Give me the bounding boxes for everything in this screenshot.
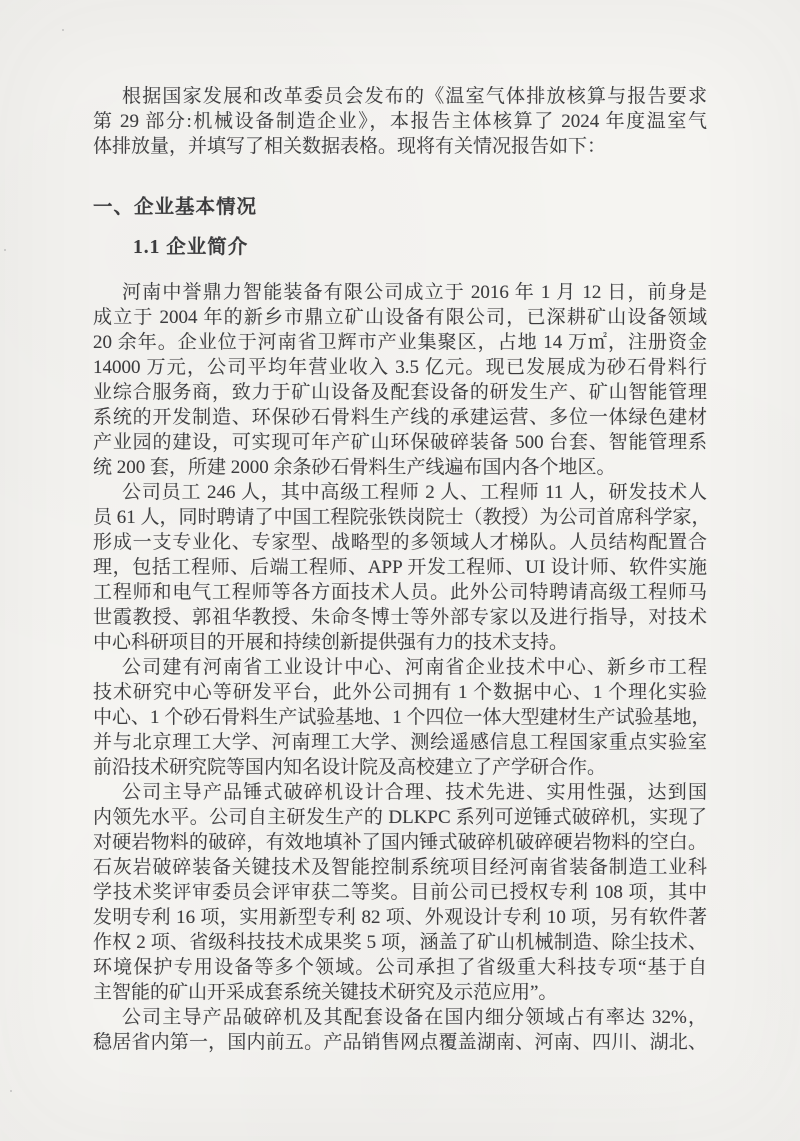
text-line: 中心、1 个砂石骨料生产试验基地、1 个四位一体大型建材生产试验基地， <box>93 707 711 728</box>
text-line: 河南中誉鼎力智能装备有限公司成立于 2016 年 1 月 12 日，前身是 <box>122 282 707 303</box>
text-line: 业综合服务商，致力于矿山设备及配套设备的研发生产、矿山智能管理 <box>93 382 707 403</box>
section-1-1-heading: 1.1 企业简介 <box>133 237 249 258</box>
text-line: 学技术奖评审委员会评审获二等奖。目前公司已授权专利 108 项，其中 <box>93 882 707 903</box>
text-line: 主智能的矿山开采成套系统关键技术研究及示范应用”。 <box>93 982 558 1003</box>
products-patents-paragraph <box>93 780 707 1005</box>
text-line: 系统的开发制造、环保砂石骨料生产线的承建运营、多位一体绿色建材 <box>93 407 707 428</box>
section-1-heading: 一、企业基本情况 <box>93 197 258 218</box>
intro-paragraph <box>93 84 707 159</box>
text-line: 石灰岩破碎装备关键技术及智能控制系统项目经河南省装备制造工业科 <box>93 857 707 878</box>
text-line: 技术研究中心等研发平台，此外公司拥有 1 个数据中心、1 个理化实验 <box>93 682 707 703</box>
text-line: 公司主导产品锤式破碎机设计合理、技术先进、实用性强，达到国 <box>122 782 707 803</box>
text-line: 统 200 套，所建 2000 余条砂石骨料生产线遍布国内各个地区。 <box>93 457 616 478</box>
scan-speck <box>10 1090 12 1092</box>
text-line: 世霞教授、郭祖华教授、朱命冬博士等外部专家以及进行指导，对技术 <box>93 607 707 628</box>
text-line: 作权 2 项、省级科技技术成果奖 5 项，涵盖了矿山机械制造、除尘技术、 <box>93 932 707 953</box>
document-content <box>93 84 711 1055</box>
text-line: 发明专利 16 项，实用新型专利 82 项、外观设计专利 10 项，另有软件著 <box>93 907 707 928</box>
text-line: 公司建有河南省工业设计中心、河南省企业技术中心、新乡市工程 <box>122 657 707 678</box>
text-line: 环境保护专用设备等多个领域。公司承担了省级重大科技专项“基于自 <box>93 957 707 978</box>
company-intro-paragraph <box>93 280 707 480</box>
scan-speck <box>62 29 64 31</box>
text-line: 形成一支专业化、专家型、战略型的多领域人才梯队。人员结构配置合 <box>93 532 707 553</box>
text-line: 中心科研项目的开展和持续创新提供强有力的技术支持。 <box>93 632 569 653</box>
text-line: 成立于 2004 年的新乡市鼎立矿山设备有限公司，已深耕矿山设备领域 <box>93 307 707 328</box>
staff-paragraph <box>93 480 711 655</box>
text-line: 产业园的建设，可实现可年产矿山环保破碎装备 500 台套、智能管理系 <box>93 432 707 453</box>
text-line: 14000 万元，公司平均年营业收入 3.5 亿元。现已发展成为砂石骨料行 <box>93 357 707 378</box>
text-line: 稳居省内第一，国内前五。产品销售网点覆盖湖南、河南、四川、湖北、 <box>93 1032 707 1053</box>
text-line: 20 余年。企业位于河南省卫辉市产业集聚区，占地 14 万㎡，注册资金 <box>93 332 707 353</box>
text-line: 前沿技术研究院等国内知名设计院及高校建立了产学研合作。 <box>93 757 607 778</box>
text-line: 工程师和电气工程师等各方面技术人员。此外公司特聘请高级工程师马 <box>93 582 707 603</box>
text-line: 公司主导产品破碎机及其配套设备在国内细分领域占有率达 32%， <box>122 1007 707 1028</box>
text-line: 根据国家发展和改革委员会发布的《温室气体排放核算与报告要求 <box>122 86 707 107</box>
market-share-paragraph <box>93 1005 707 1055</box>
text-line: 员 61 人，同时聘请了中国工程院张铁岗院士（教授）为公司首席科学家， <box>93 507 711 528</box>
text-line: 对硬岩物料的破碎，有效地填补了国内锤式破碎机破碎硬岩物料的空白。 <box>93 832 707 853</box>
rd-platform-paragraph <box>93 655 711 780</box>
text-line: 内领先水平。公司自主研发生产的 DLKPC 系列可逆锤式破碎机，实现了 <box>93 807 707 828</box>
text-line: 公司员工 246 人，其中高级工程师 2 人、工程师 11 人，研发技术人 <box>122 482 707 503</box>
scan-speck <box>4 249 6 251</box>
text-line: 理，包括工程师、后端工程师、APP 开发工程师、UI 设计师、软件实施 <box>93 557 707 578</box>
text-line: 体排放量，并填写了相关数据表格。现将有关情况报告如下： <box>93 136 607 157</box>
text-line: 并与北京理工大学、河南理工大学、测绘遥感信息工程国家重点实验室 <box>93 732 707 753</box>
text-line: 第 29 部分:机械设备制造企业》，本报告主体核算了 2024 年度温室气 <box>93 111 707 132</box>
